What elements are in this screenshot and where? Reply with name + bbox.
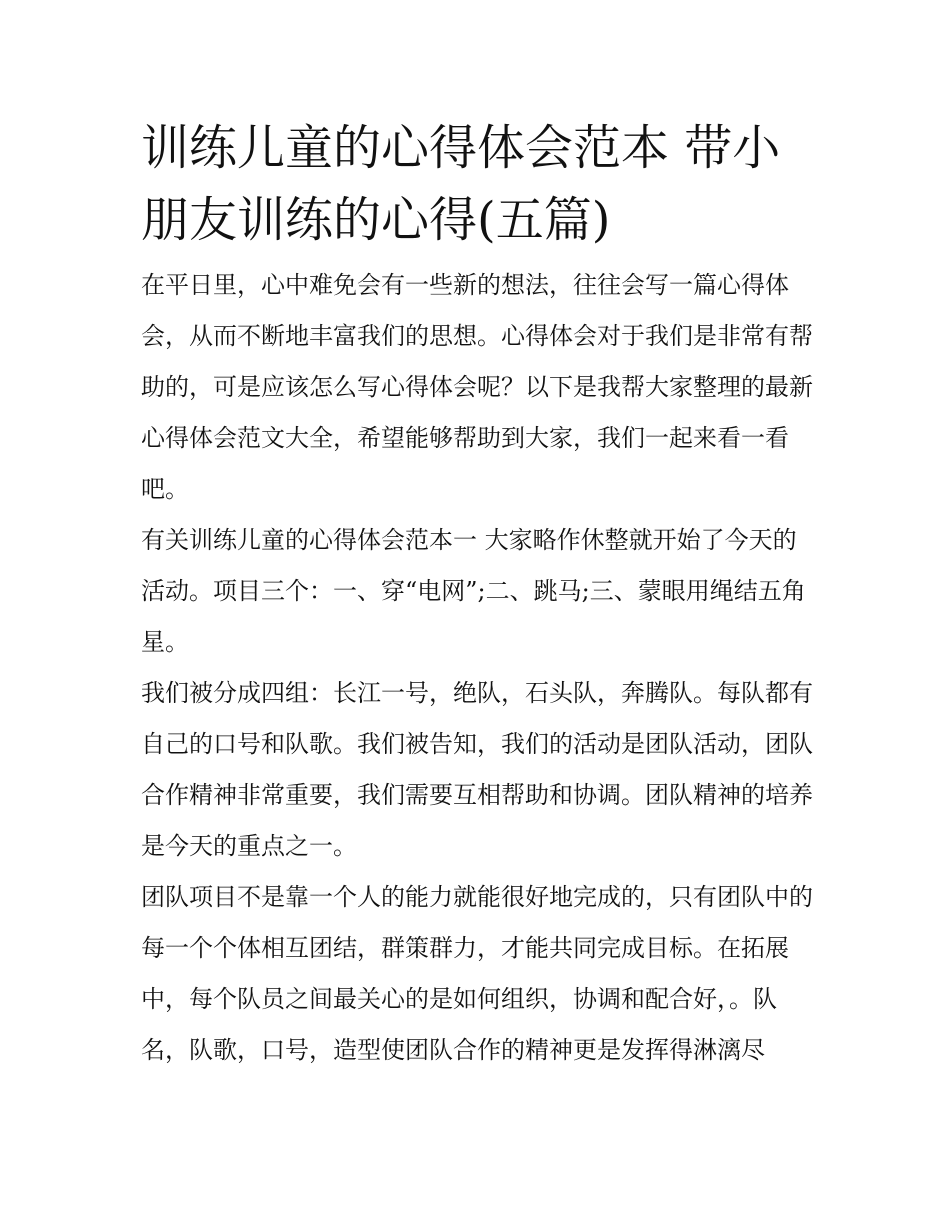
document-title: 训练儿童的心得体会范本 带小朋友训练的心得(五篇): [141, 120, 781, 248]
paragraph-sample-one: 有关训练儿童的心得体会范本一 大家略作休整就开始了今天的活动。项目三个：一、穿“电网”;二、跳马;三、蒙眼用绳结五角星。: [141, 526, 806, 656]
paragraph-team-groups: 我们被分成四组：长江一号，绝队，石头队，奔腾队。每队都有自己的口号和队歌。我们被告知，我们的活动是团队活动，团队合作精神非常重要，我们需要互相帮助和协调。团队精神的培养是今天的重点之一。: [141, 679, 813, 860]
paragraph-team-spirit: 团队项目不是靠一个人的能力就能很好地完成的，只有团队中的每一个个体相互团结，群策群力，才能共同完成目标。在拓展中，每个队员之间最关心的是如何组织，协调和配合好，。队名，队歌，口号，造型使团队合作的精神更是发挥得淋漓尽: [141, 883, 813, 1064]
paragraph-intro: 在平日里，心中难免会有一些新的想法，往往会写一篇心得体会，从而不断地丰富我们的思想。心得体会对于我们是非常有帮助的，可是应该怎么写心得体会呢？以下是我帮大家整理的最新心得体会范文大全，希望能够帮助到大家，我们一起来看一看吧。: [141, 271, 813, 503]
document-body: [141, 112, 813, 1076]
